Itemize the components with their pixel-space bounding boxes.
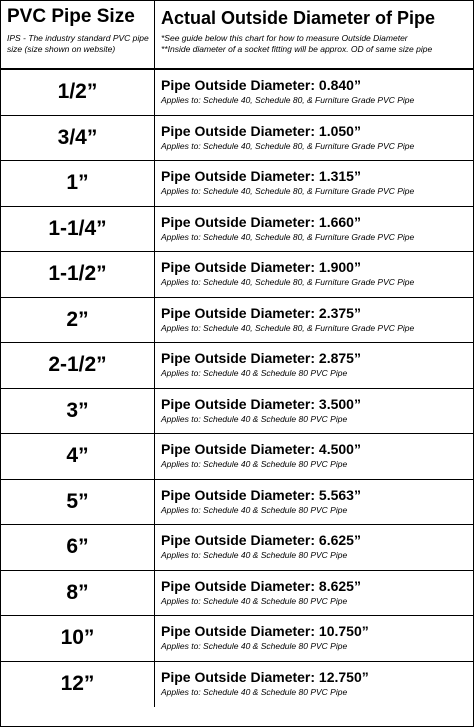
table-row — [1, 116, 473, 162]
table-row — [1, 571, 473, 617]
diameter-cell — [155, 525, 473, 570]
outside-diameter-value: Pipe Outside Diameter: 1.050” — [161, 122, 361, 139]
measure-guide-note: *See guide below this chart for how to measure Outside Diameter — [161, 33, 408, 43]
table-row — [1, 662, 473, 708]
diameter-cell — [155, 252, 473, 297]
diameter-cell — [155, 571, 473, 616]
table-row — [1, 207, 473, 253]
outside-diameter-value: Pipe Outside Diameter: 5.563” — [161, 486, 361, 503]
diameter-cell — [155, 161, 473, 206]
pipe-size-cell: 2” — [1, 298, 155, 343]
pipe-size-cell: 1-1/4” — [1, 207, 155, 252]
diameter-cell — [155, 434, 473, 479]
pipe-size-note-line2: size (size shown on website) — [7, 44, 116, 54]
pipe-size-note-line1: IPS - The industry standard PVC pipe — [7, 33, 149, 43]
pipe-size-cell: 1” — [1, 161, 155, 206]
pipe-size-cell: 2-1/2” — [1, 343, 155, 388]
pipe-size-cell: 10” — [1, 616, 155, 661]
applies-to-text: Applies to: Schedule 40 & Schedule 80 PVC Pipe — [161, 413, 348, 424]
table-row — [1, 161, 473, 207]
outside-diameter-value: Pipe Outside Diameter: 0.840” — [161, 77, 361, 93]
outside-diameter-value: Pipe Outside Diameter: 2.875” — [161, 350, 361, 366]
socket-fitting-note: **Inside diameter of a socket fitting will be approx. OD of same size pipe — [161, 44, 433, 54]
diameter-cell — [155, 207, 473, 252]
outside-diameter-value: Pipe Outside Diameter: 10.750” — [161, 623, 369, 639]
outside-diameter-header — [155, 1, 473, 68]
outside-diameter-value: Pipe Outside Diameter: 12.750” — [161, 668, 369, 685]
pipe-size-cell: 1-1/2” — [1, 252, 155, 297]
table-row — [1, 389, 473, 435]
diameter-cell — [155, 480, 473, 525]
pipe-size-cell: 5” — [1, 480, 155, 525]
table-row — [1, 343, 473, 389]
applies-to-text: Applies to: Schedule 40, Schedule 80, & Furniture Grade PVC Pipe — [161, 231, 415, 242]
applies-to-text: Applies to: Schedule 40 & Schedule 80 PVC Pipe — [161, 368, 348, 378]
applies-to-text: Applies to: Schedule 40, Schedule 80, & Furniture Grade PVC Pipe — [161, 95, 415, 105]
pipe-size-cell: 1/2” — [1, 70, 155, 115]
chart-header — [1, 1, 473, 70]
outside-diameter-value: Pipe Outside Diameter: 1.900” — [161, 259, 361, 275]
diameter-cell — [155, 662, 473, 708]
applies-to-text: Applies to: Schedule 40 & Schedule 80 PVC Pipe — [161, 641, 348, 651]
outside-diameter-value: Pipe Outside Diameter: 1.660” — [161, 213, 361, 230]
outside-diameter-value: Pipe Outside Diameter: 2.375” — [161, 304, 361, 321]
applies-to-text: Applies to: Schedule 40, Schedule 80, & Furniture Grade PVC Pipe — [161, 140, 415, 151]
applies-to-text: Applies to: Schedule 40 & Schedule 80 PVC Pipe — [161, 459, 348, 469]
pipe-size-title: PVC Pipe Size — [7, 6, 135, 27]
outside-diameter-title: Actual Outside Diameter of Pipe — [161, 8, 436, 28]
diameter-cell — [155, 298, 473, 343]
applies-to-text: Applies to: Schedule 40 & Schedule 80 PVC Pipe — [161, 550, 348, 560]
applies-to-text: Applies to: Schedule 40, Schedule 80, & Furniture Grade PVC Pipe — [161, 277, 415, 287]
pipe-size-cell: 12” — [1, 662, 155, 708]
applies-to-text: Applies to: Schedule 40, Schedule 80, & Furniture Grade PVC Pipe — [161, 322, 415, 333]
applies-to-text: Applies to: Schedule 40 & Schedule 80 PVC Pipe — [161, 595, 348, 606]
outside-diameter-value: Pipe Outside Diameter: 1.315” — [161, 168, 361, 184]
outside-diameter-value: Pipe Outside Diameter: 8.625” — [161, 577, 361, 594]
table-row — [1, 616, 473, 662]
diameter-cell — [155, 389, 473, 434]
outside-diameter-value: Pipe Outside Diameter: 4.500” — [161, 441, 361, 457]
pipe-size-cell: 3” — [1, 389, 155, 434]
pipe-size-cell: 4” — [1, 434, 155, 479]
table-row — [1, 434, 473, 480]
applies-to-text: Applies to: Schedule 40 & Schedule 80 PVC Pipe — [161, 686, 348, 697]
pipe-size-cell: 8” — [1, 571, 155, 616]
diameter-cell — [155, 343, 473, 388]
pipe-size-cell: 6” — [1, 525, 155, 570]
outside-diameter-value: Pipe Outside Diameter: 6.625” — [161, 532, 361, 548]
chart-rows — [1, 70, 473, 707]
outside-diameter-value: Pipe Outside Diameter: 3.500” — [161, 395, 361, 412]
diameter-cell — [155, 616, 473, 661]
diameter-cell — [155, 116, 473, 161]
table-row — [1, 480, 473, 526]
table-row — [1, 252, 473, 298]
pipe-size-header — [1, 1, 155, 68]
pipe-size-cell: 3/4” — [1, 116, 155, 161]
table-row — [1, 70, 473, 116]
table-row — [1, 298, 473, 344]
table-row — [1, 525, 473, 571]
diameter-cell — [155, 70, 473, 115]
applies-to-text: Applies to: Schedule 40, Schedule 80, & Furniture Grade PVC Pipe — [161, 186, 415, 196]
applies-to-text: Applies to: Schedule 40 & Schedule 80 PVC Pipe — [161, 504, 348, 515]
